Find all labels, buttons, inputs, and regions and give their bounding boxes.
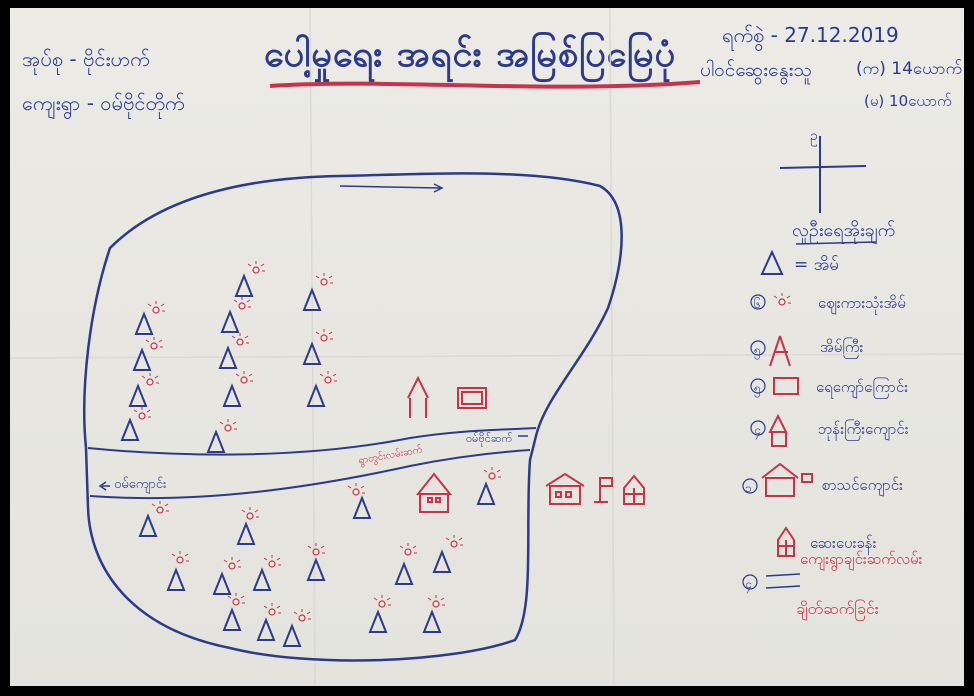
map-drawing <box>10 8 964 686</box>
township-label: အုပ်စု - ဗိုင်းဟက် <box>22 47 150 71</box>
legend-item-road-line2: ချိတ်ဆက်ခြင်း <box>796 599 879 618</box>
participants-female: (မ) 10ယောက် <box>864 92 952 110</box>
river-label-blue: ဝမ်ဗိုင်ဆက် <box>466 432 513 445</box>
compass-rose <box>780 136 866 213</box>
legend-item-water: ရေကျော်ကြောင်း <box>816 378 909 396</box>
map-title: ပေါ့မှုရေး အရင်း အမြစ်ပြမြေပုံ <box>264 34 677 75</box>
river-bottom <box>90 450 530 498</box>
village-label: ကျေးရွာ - ဝမ်ဗိုင်တိုက် <box>22 91 185 115</box>
legend-item-house: = အိမ် <box>794 255 839 275</box>
village-boundary <box>84 173 621 660</box>
road-label: ဝမ်ကျောင်း <box>114 477 167 492</box>
compass-north-label: ဥ <box>810 128 818 144</box>
participants-label: ပါဝင်ဆွေးနွေးသူ <box>700 59 812 81</box>
legend-symbols <box>743 252 812 589</box>
participants-male: (က) 14ယောက် <box>856 59 963 79</box>
river-label-red: ရွာတွင်းလမ်းဆက် <box>357 444 424 467</box>
map-buildings <box>408 378 644 512</box>
legend-item-sun-house: ဈေးကားသုံးအိမ် <box>818 294 906 312</box>
legend-item-school: စာသင်ကျောင်း <box>822 476 903 494</box>
river-top <box>88 428 536 455</box>
legend-item-road: ကျေးရွာချင်းဆက်လမ်း <box>800 550 923 568</box>
legend-num-5: ၁ <box>745 481 752 495</box>
legend-item-clinic: ဆေးပေးခန်း <box>810 534 877 552</box>
legend-title: လူဦးရေအိုးချက် <box>792 220 896 241</box>
legend-num-4: ၄ <box>754 423 761 437</box>
legend-num-1: ၆ <box>754 297 761 311</box>
poster-photo <box>10 8 964 686</box>
legend-num-7: ၄ <box>745 577 752 591</box>
legend-item-large-house: အိမ်ကြီး <box>820 338 864 356</box>
date-label: ရက်စွဲ - 27.12.2019 <box>722 23 899 47</box>
title-underline <box>270 82 700 87</box>
legend-num-2: ၅ <box>754 343 761 357</box>
legend-item-monastery: ဘုန်းကြီးကျောင်း <box>818 420 909 438</box>
legend-num-3: ၅ <box>754 381 761 395</box>
